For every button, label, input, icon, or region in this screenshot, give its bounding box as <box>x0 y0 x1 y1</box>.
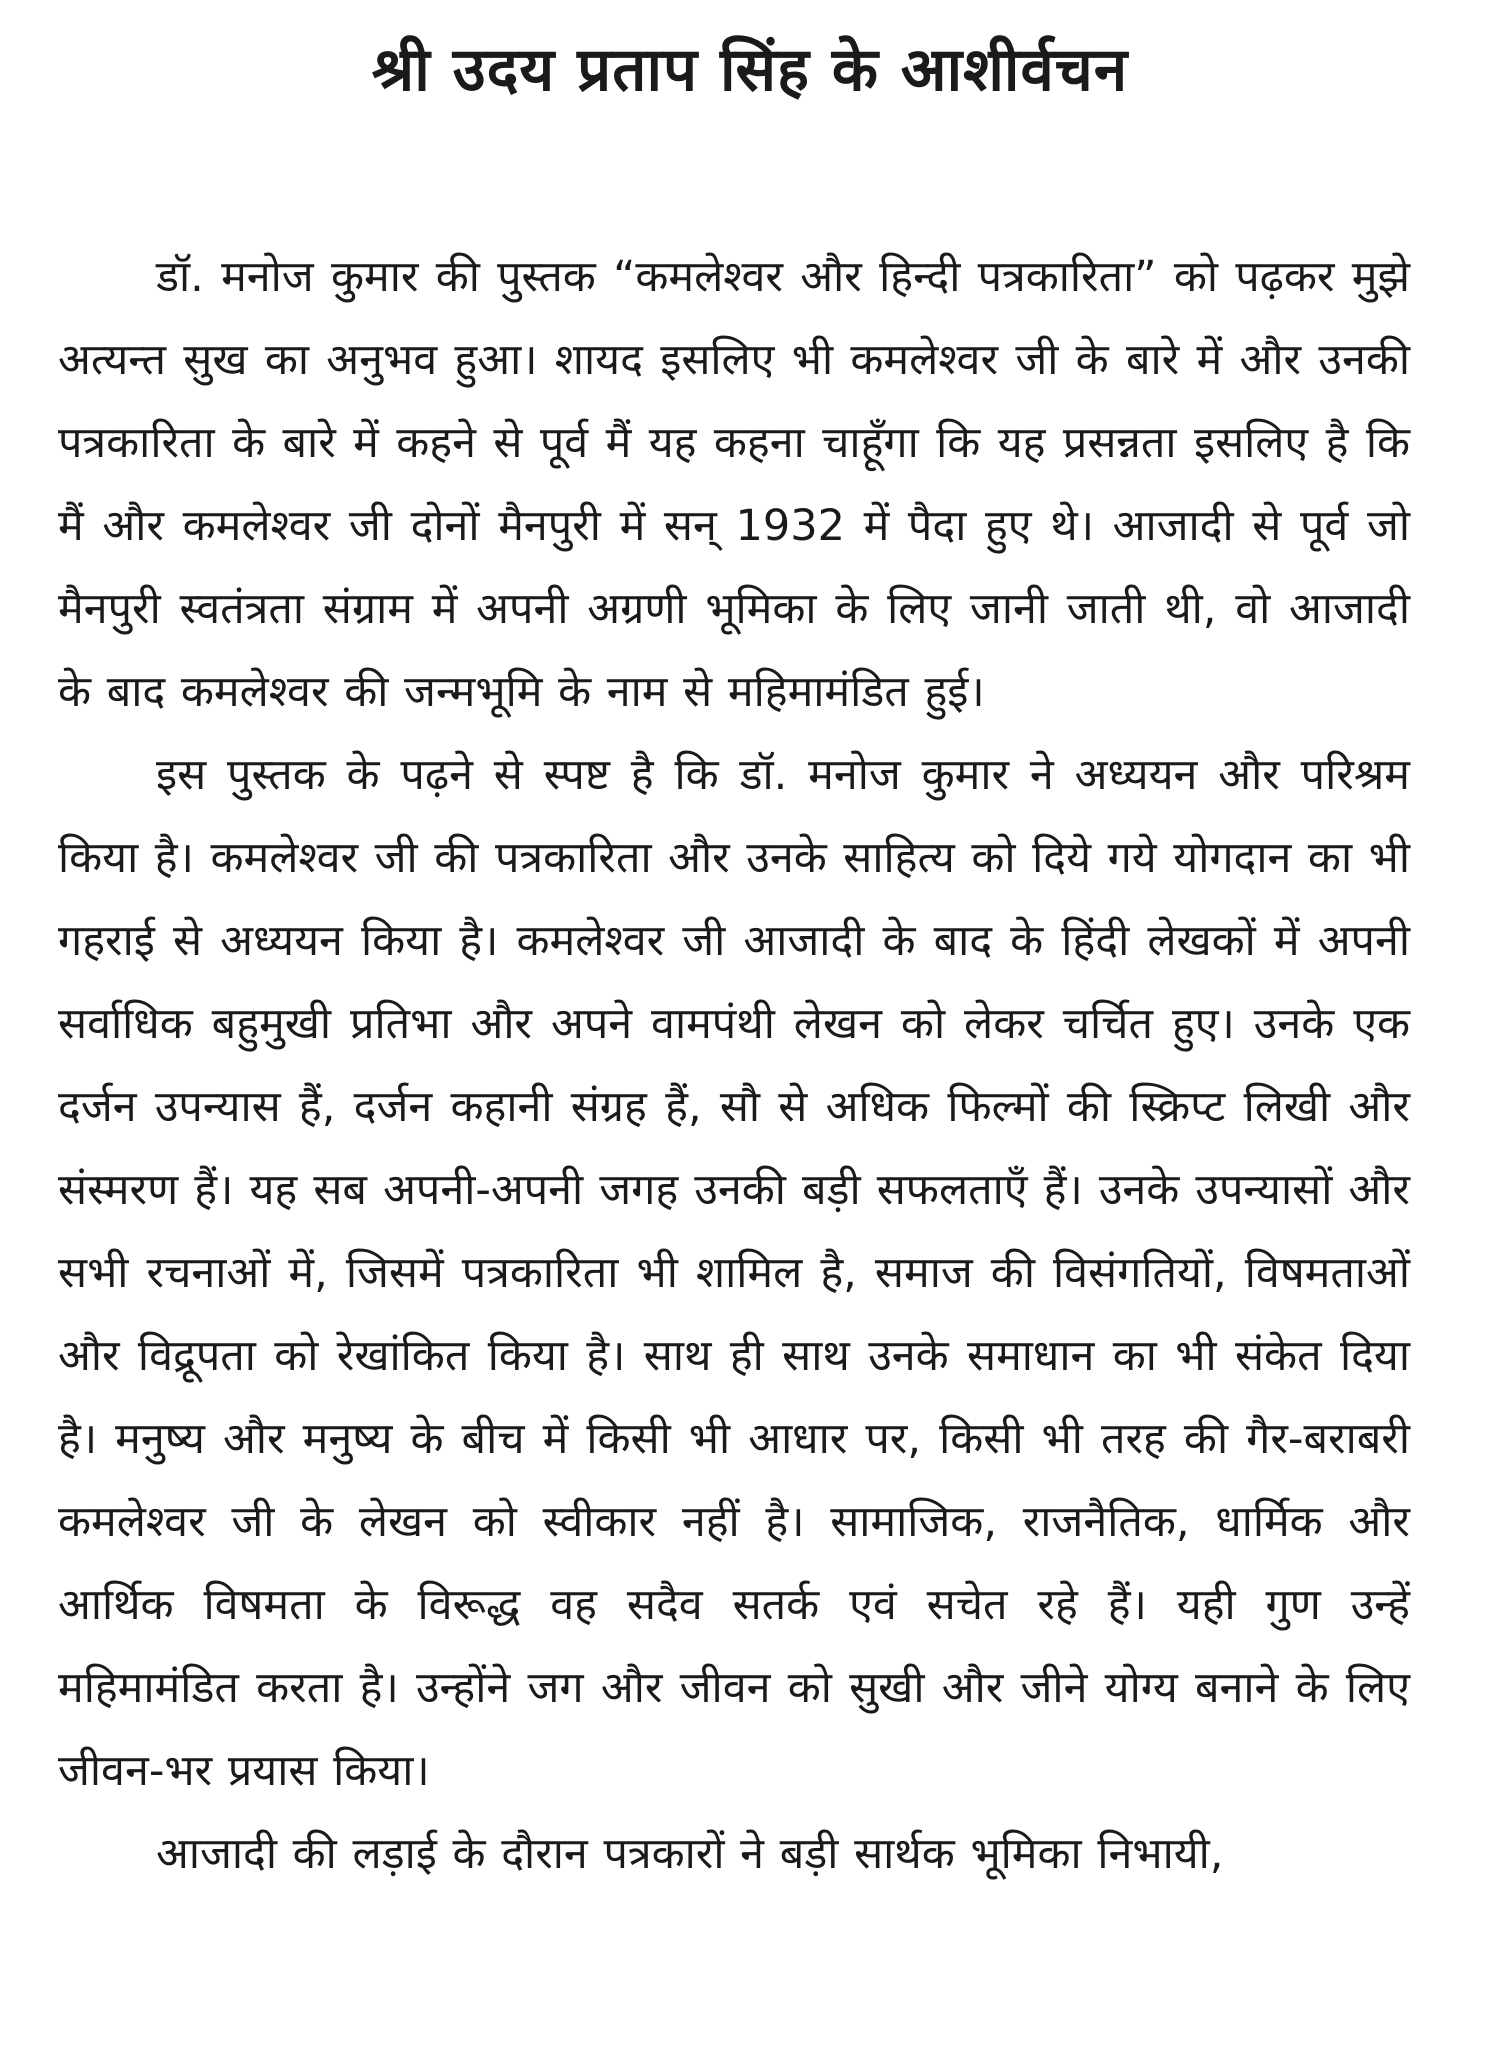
paragraph-1: डॉ. मनोज कुमार की पुस्तक “कमलेश्वर और हिन्दी पत्रकारिता” को पढ़कर मुझे अत्यन्त सुख का अनुभव हुआ। शायद इसलिए भी कमलेश्वर जी के बारे में और उनकी पत्रकारिता के बारे में कहने से पूर्व मैं यह कहना चाहूँगा कि यह प्रसन्नता इसलिए है कि मैं और कमलेश्वर जी दोनों मैनपुरी में सन् 1932 में पैदा हुए थे। आजादी से पूर्व जो मैनपुरी स्वतंत्रता संग्राम में अपनी अग्रणी भूमिका के लिए जानी जाती थी, वो आजादी के बाद कमलेश्वर की जन्मभूमि के नाम से महिमामंडित हुई। <box>58 252 1410 717</box>
document-body <box>58 236 1410 1896</box>
page-title: श्री उदय प्रताप सिंह के आशीर्वचन <box>371 35 1129 105</box>
paragraph-2: इस पुस्तक के पढ़ने से स्पष्ट है कि डॉ. मनोज कुमार ने अध्ययन और परिश्रम किया है। कमलेश्वर जी की पत्रकारिता और उनके साहित्य को दिये गये योगदान का भी गहराई से अध्ययन किया है। कमलेश्वर जी आजादी के बाद के हिंदी लेखकों में अपनी सर्वाधिक बहुमुखी प्रतिभा और अपने वामपंथी लेखन को लेकर चर्चित हुए। उनके एक दर्जन उपन्यास हैं, दर्जन कहानी संग्रह हैं, सौ से अधिक फिल्मों की स्क्रिप्ट लिखी और संस्मरण हैं। यह सब अपनी-अपनी जगह उनकी बड़ी सफलताएँ हैं। उनके उपन्यासों और सभी रचनाओं में, जिसमें पत्रकारिता भी शामिल है, समाज की विसंगतियों, विषमताओं और विद्रूपता को रेखांकित किया है। साथ ही साथ उनके समाधान का भी संकेत दिया है। मनुष्य और मनुष्य के बीच में किसी भी आधार पर, किसी भी तरह की गैर-बराबरी कमलेश्वर जी के लेखन को स्वीकार नहीं है। सामाजिक, राजनैतिक, धार्मिक और आर्थिक विषमता के विरूद्ध वह सदैव सतर्क एवं सचेत रहे हैं। यही गुण उन्हें महिमामंडित करता है। उन्होंने जग और जीवन को सुखी और जीने योग्य बनाने के लिए जीवन-भर प्रयास किया। <box>58 750 1410 1796</box>
paragraph-3: आजादी की लड़ाई के दौरान पत्रकारों ने बड़ी सार्थक भूमिका निभायी, <box>156 1829 1224 1879</box>
